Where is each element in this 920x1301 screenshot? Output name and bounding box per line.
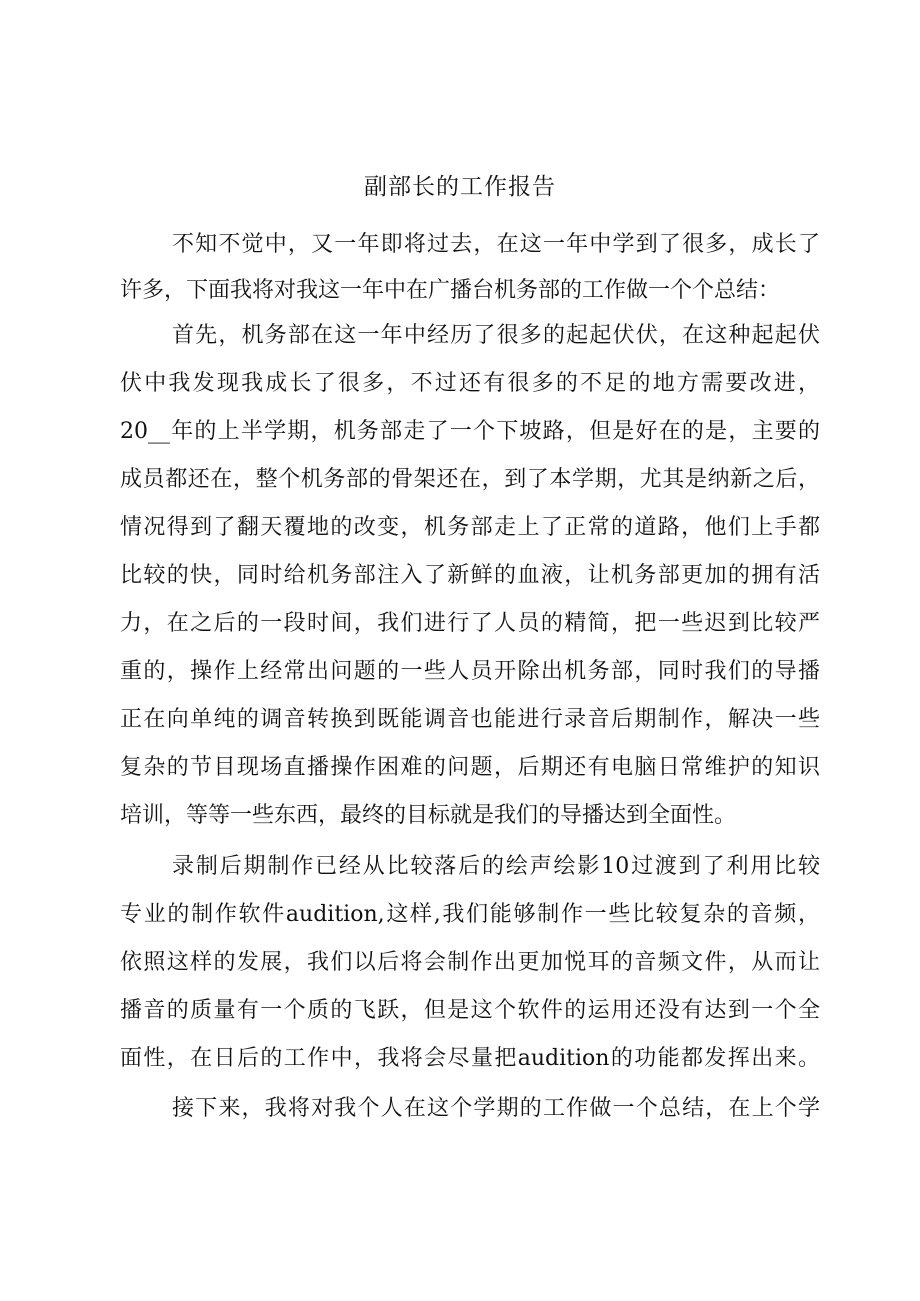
paragraph-line: 专业的制作软件audition,这样,我们能够制作一些比较复杂的音频， (120, 902, 820, 927)
paragraph-line: 许多，下面我将对我这一年中在广播台机务部的工作做一个个总结： (120, 278, 781, 303)
document-title: 副部长的工作报告 (364, 174, 556, 200)
paragraph-line: 录制后期制作已经从比较落后的绘声绘影10过渡到了利用比较 (172, 854, 820, 879)
paragraph-line: 面性，在日后的工作中，我将会尽量把audition的功能都发挥出来。 (120, 1046, 820, 1071)
paragraph-line: 复杂的节目现场直播操作困难的问题，后期还有电脑日常维护的知识 (120, 755, 820, 780)
paragraph-line: 接下来，我将对我个人在这个学期的工作做一个总结，在上个学 (172, 1096, 820, 1121)
paragraph-line: 比较的快，同时给机务部注入了新鲜的血液，让机务部更加的拥有活 (120, 563, 820, 588)
paragraph-line: 培训，等等一些东西，最终的目标就是我们的导播达到全面性。 (120, 803, 737, 828)
paragraph-line: 20__年的上半学期，机务部走了一个下坡路，但是好在的是，主要的 (120, 419, 820, 444)
paragraph-first (120, 312, 820, 840)
paragraph-line: 依照这样的发展，我们以后将会制作出更加悦耳的音频文件，从而让 (120, 950, 820, 975)
paragraph-line: 伏中我发现我成长了很多，不过还有很多的不足的地方需要改进， (120, 371, 820, 396)
paragraph-line: 成员都还在，整个机务部的骨架还在，到了本学期，尤其是纳新之后， (120, 467, 820, 492)
paragraph-line: 重的，操作上经常出问题的一些人员开除出机务部，同时我们的导播 (120, 659, 820, 684)
paragraph-personal (120, 1086, 820, 1132)
paragraph-line: 情况得到了翻天覆地的改变，机务部走上了正常的道路，他们上手都 (120, 515, 820, 540)
paragraph-intro (120, 222, 820, 314)
paragraph-line: 播音的质量有一个质的飞跃，但是这个软件的运用还没有达到一个全 (120, 998, 820, 1023)
paragraph-recording (120, 843, 820, 1083)
paragraph-line: 首先，机务部在这一年中经历了很多的起起伏伏，在这种起起伏 (172, 323, 820, 348)
paragraph-line: 力，在之后的一段时间，我们进行了人员的精简，把一些迟到比较严 (120, 611, 820, 636)
paragraph-line: 正在向单纯的调音转换到既能调音也能进行录音后期制作，解决一些 (120, 707, 820, 732)
paragraph-line: 不知不觉中，又一年即将过去，在这一年中学到了很多，成长了 (172, 232, 820, 257)
